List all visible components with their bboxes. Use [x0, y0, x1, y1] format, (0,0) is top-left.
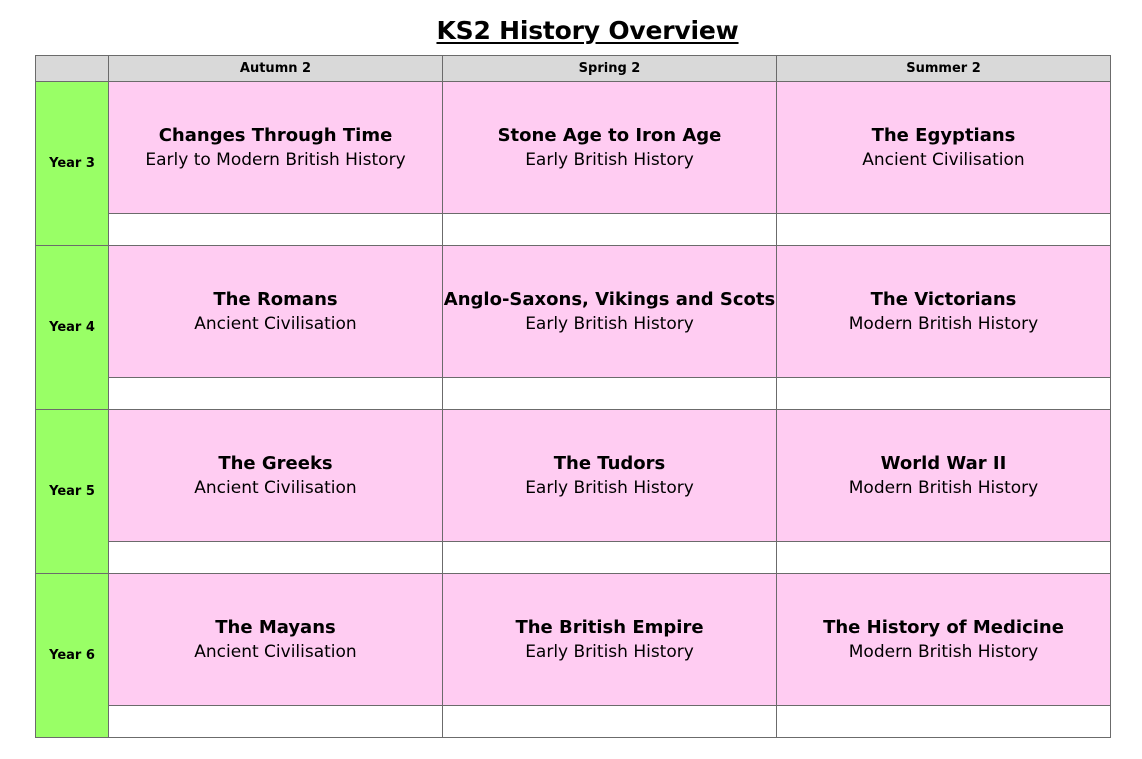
topic-title: Stone Age to Iron Age	[497, 124, 722, 146]
topic-title: The Egyptians	[871, 124, 1016, 146]
topic-title: The History of Medicine	[823, 616, 1064, 638]
topic-title: Anglo-Saxons, Vikings and Scots	[443, 288, 776, 310]
blank-cell	[443, 706, 777, 738]
topic-subtitle: Ancient Civilisation	[194, 477, 357, 498]
history-overview-table	[35, 55, 1111, 738]
topic-subtitle: Ancient Civilisation	[862, 149, 1025, 170]
year-row	[36, 574, 1111, 706]
topic-title: The Mayans	[215, 616, 336, 638]
topic-cell	[777, 246, 1111, 378]
corner-cell	[36, 56, 109, 82]
topic-cell	[109, 82, 443, 214]
blank-cell	[443, 378, 777, 410]
topic-subtitle: Early to Modern British History	[145, 149, 406, 170]
topic-title: The Romans	[213, 288, 338, 310]
topic-cell	[443, 574, 777, 706]
year-label: Year 5	[36, 410, 109, 574]
topic-subtitle: Modern British History	[848, 641, 1039, 662]
topic-subtitle: Modern British History	[848, 477, 1039, 498]
blank-cell	[777, 214, 1111, 246]
topic-title: World War II	[880, 452, 1007, 474]
topic-subtitle: Modern British History	[848, 313, 1039, 334]
blank-row	[36, 214, 1111, 246]
blank-cell	[109, 706, 443, 738]
topic-cell	[109, 574, 443, 706]
topic-title: The Victorians	[870, 288, 1017, 310]
year-row	[36, 410, 1111, 542]
term-header-autumn: Autumn 2	[109, 56, 443, 82]
year-row	[36, 82, 1111, 214]
blank-cell	[443, 214, 777, 246]
year-row	[36, 246, 1111, 378]
year-label: Year 6	[36, 574, 109, 738]
topic-cell	[777, 82, 1111, 214]
topic-cell	[109, 410, 443, 542]
blank-cell	[109, 542, 443, 574]
topic-subtitle: Ancient Civilisation	[194, 313, 357, 334]
blank-cell	[109, 378, 443, 410]
year-label: Year 3	[36, 82, 109, 246]
blank-cell	[777, 542, 1111, 574]
topic-cell	[777, 574, 1111, 706]
topic-subtitle: Ancient Civilisation	[194, 641, 357, 662]
topic-subtitle: Early British History	[525, 641, 694, 662]
topic-cell	[443, 82, 777, 214]
topic-title: The British Empire	[515, 616, 704, 638]
term-header-row	[36, 56, 1111, 82]
topic-cell	[443, 410, 777, 542]
topic-cell	[777, 410, 1111, 542]
topic-title: Changes Through Time	[158, 124, 393, 146]
blank-row	[36, 706, 1111, 738]
topic-title: The Tudors	[553, 452, 666, 474]
page-title: KS2 History Overview	[436, 16, 739, 45]
topic-title: The Greeks	[218, 452, 333, 474]
blank-row	[36, 378, 1111, 410]
topic-subtitle: Early British History	[525, 477, 694, 498]
blank-cell	[777, 706, 1111, 738]
year-label: Year 4	[36, 246, 109, 410]
blank-cell	[777, 378, 1111, 410]
blank-cell	[109, 214, 443, 246]
topic-subtitle: Early British History	[525, 313, 694, 334]
topic-cell	[443, 246, 777, 378]
term-header-summer: Summer 2	[777, 56, 1111, 82]
topic-subtitle: Early British History	[525, 149, 694, 170]
blank-row	[36, 542, 1111, 574]
topic-cell	[109, 246, 443, 378]
term-header-spring: Spring 2	[443, 56, 777, 82]
blank-cell	[443, 542, 777, 574]
